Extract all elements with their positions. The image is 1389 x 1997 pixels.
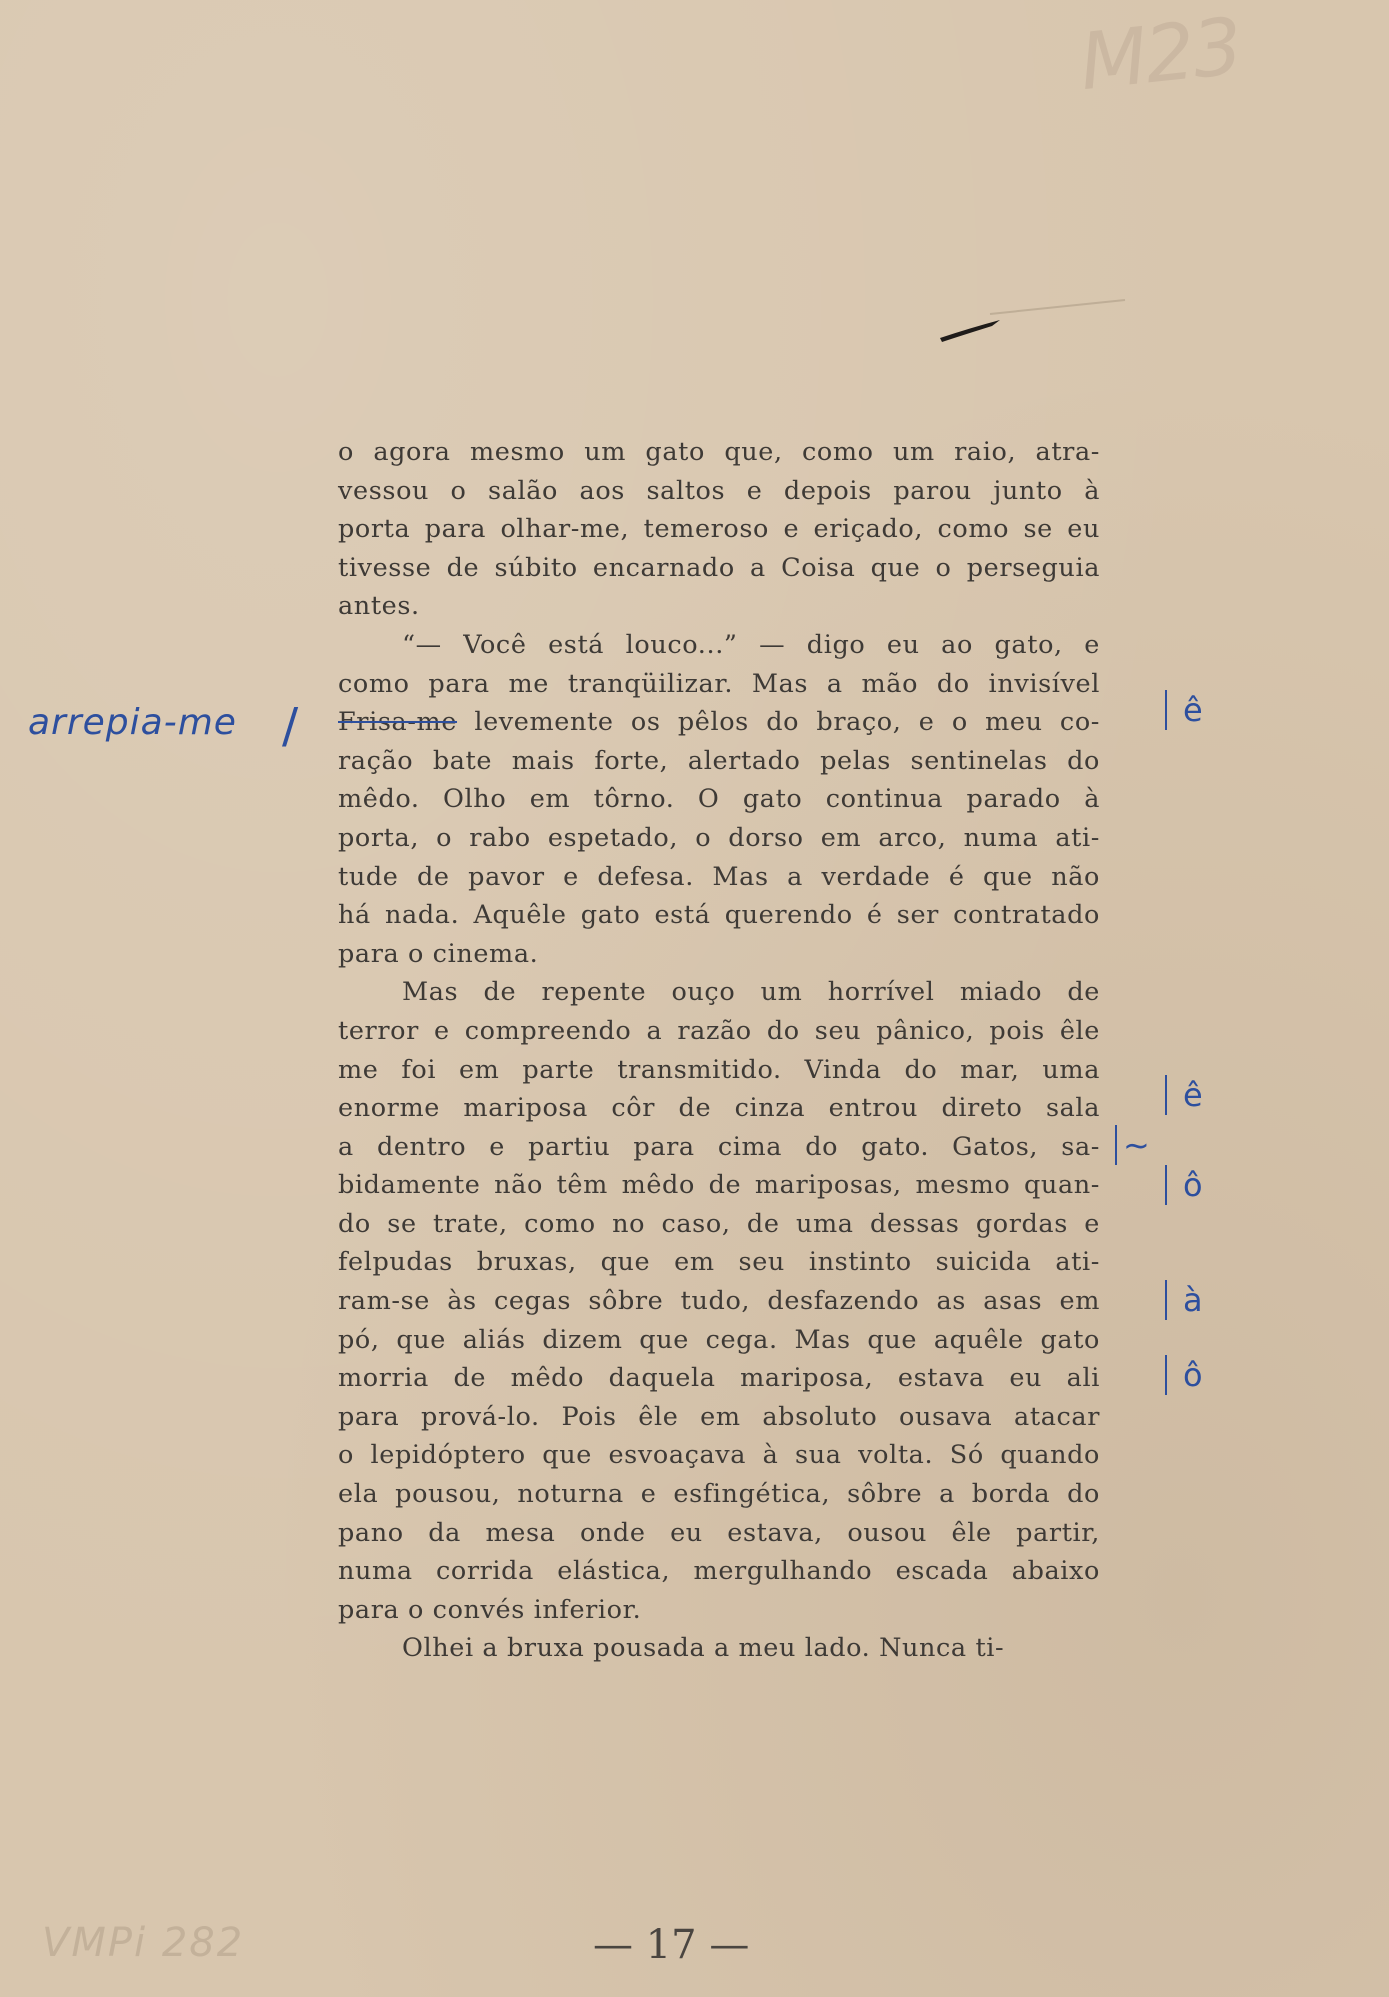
text-line: o agora mesmo um gato que, como um raio, atra-	[338, 437, 1100, 467]
page-number: — 17 —	[593, 1922, 750, 1968]
text-line: felpudas bruxas, que em seu instinto suicida ati-	[338, 1247, 1100, 1278]
correction-bar	[1165, 1075, 1167, 1115]
correction-bar	[1165, 690, 1167, 730]
handwritten-insert: arrepia-me	[28, 702, 237, 743]
text-line: a dentro e partiu para cima do gato. Gatos, sa-	[338, 1131, 1100, 1162]
manuscript-number: M23	[1075, 1, 1245, 109]
correction-bar	[1165, 1280, 1167, 1320]
correction-glyph: ô	[1183, 1166, 1203, 1204]
text-line: pó, que aliás dizem que cega. Mas que aquêle gato	[338, 1324, 1100, 1355]
text-line: para prová-lo. Pois êle em absoluto ousava atacar	[338, 1401, 1100, 1432]
typed-text	[338, 433, 1100, 1668]
text-line-remainder: levemente os pêlos do braço, e o meu co-	[474, 707, 1100, 738]
correction-glyph: ~	[1123, 1126, 1150, 1164]
text-line: ração bate mais forte, alertado pelas sentinelas do	[338, 745, 1100, 776]
paper-tear-mark	[930, 290, 1130, 350]
text-line: do se trate, como no caso, de uma dessas gordas e	[338, 1208, 1100, 1239]
text-line: ela pousou, noturna e esfingética, sôbre a borda do	[338, 1479, 1100, 1510]
margin-correction	[1165, 690, 1203, 730]
text-line-with-correction	[338, 703, 1100, 742]
text-line: terror e compreendo a razão do seu pânico, pois êle	[338, 1015, 1100, 1046]
margin-correction	[1165, 1355, 1203, 1395]
margin-correction	[1165, 1280, 1203, 1320]
text-line: ram-se às cegas sôbre tudo, desfazendo as asas em	[338, 1286, 1100, 1317]
text-line: há nada. Aquêle gato está querendo é ser contratado	[338, 900, 1100, 931]
correction-glyph: ô	[1183, 1356, 1203, 1394]
archive-reference: VMPi 282	[42, 1920, 245, 1966]
text-line: numa corrida elástica, mergulhando escada abaixo	[338, 1556, 1100, 1587]
text-line: enorme mariposa côr de cinza entrou direto sala	[338, 1093, 1100, 1124]
text-line: mêdo. Olho em tôrno. O gato continua parado à	[338, 784, 1100, 815]
insert-mark: /	[282, 698, 299, 754]
correction-glyph: à	[1183, 1281, 1203, 1319]
text-line: me foi em parte transmitido. Vinda do mar, uma	[338, 1054, 1100, 1085]
correction-bar	[1165, 1165, 1167, 1205]
text-line: tude de pavor e defesa. Mas a verdade é que não	[338, 861, 1100, 892]
correction-glyph: ê	[1183, 1076, 1203, 1114]
text-line: antes.	[338, 591, 420, 622]
text-line: pano da mesa onde eu estava, ousou êle partir,	[338, 1517, 1100, 1548]
text-line: “— Você está louco...” — digo eu ao gato, e	[402, 629, 1100, 660]
text-line: o lepidóptero que esvoaçava à sua volta. Só quando	[338, 1440, 1100, 1471]
text-line: Olhei a bruxa pousada a meu lado. Nunca ti-	[402, 1633, 1005, 1664]
text-line: morria de mêdo daquela mariposa, estava eu ali	[338, 1363, 1100, 1394]
text-line: bidamente não têm mêdo de mariposas, mesmo quan-	[338, 1170, 1100, 1201]
text-line: tivesse de súbito encarnado a Coisa que o perseguia	[338, 552, 1100, 583]
text-line: como para me tranqüilizar. Mas a mão do invisível	[338, 668, 1100, 699]
text-line: para o cinema.	[338, 938, 539, 969]
margin-correction	[1165, 1165, 1203, 1205]
text-line: para o convés inferior.	[338, 1594, 642, 1625]
correction-glyph: ê	[1183, 691, 1203, 729]
text-line: vessou o salão aos saltos e depois parou junto à	[338, 475, 1100, 506]
struck-word: Frisa-me	[338, 707, 458, 738]
text-line: porta, o rabo espetado, o dorso em arco, numa ati-	[338, 822, 1100, 853]
text-line: Mas de repente ouço um horrível miado de	[402, 977, 1100, 1008]
correction-bar	[1165, 1355, 1167, 1395]
text-line: porta para olhar-me, temeroso e eriçado, como se eu	[338, 514, 1100, 545]
margin-correction	[1115, 1125, 1150, 1165]
correction-bar	[1115, 1125, 1117, 1165]
margin-correction	[1165, 1075, 1203, 1115]
